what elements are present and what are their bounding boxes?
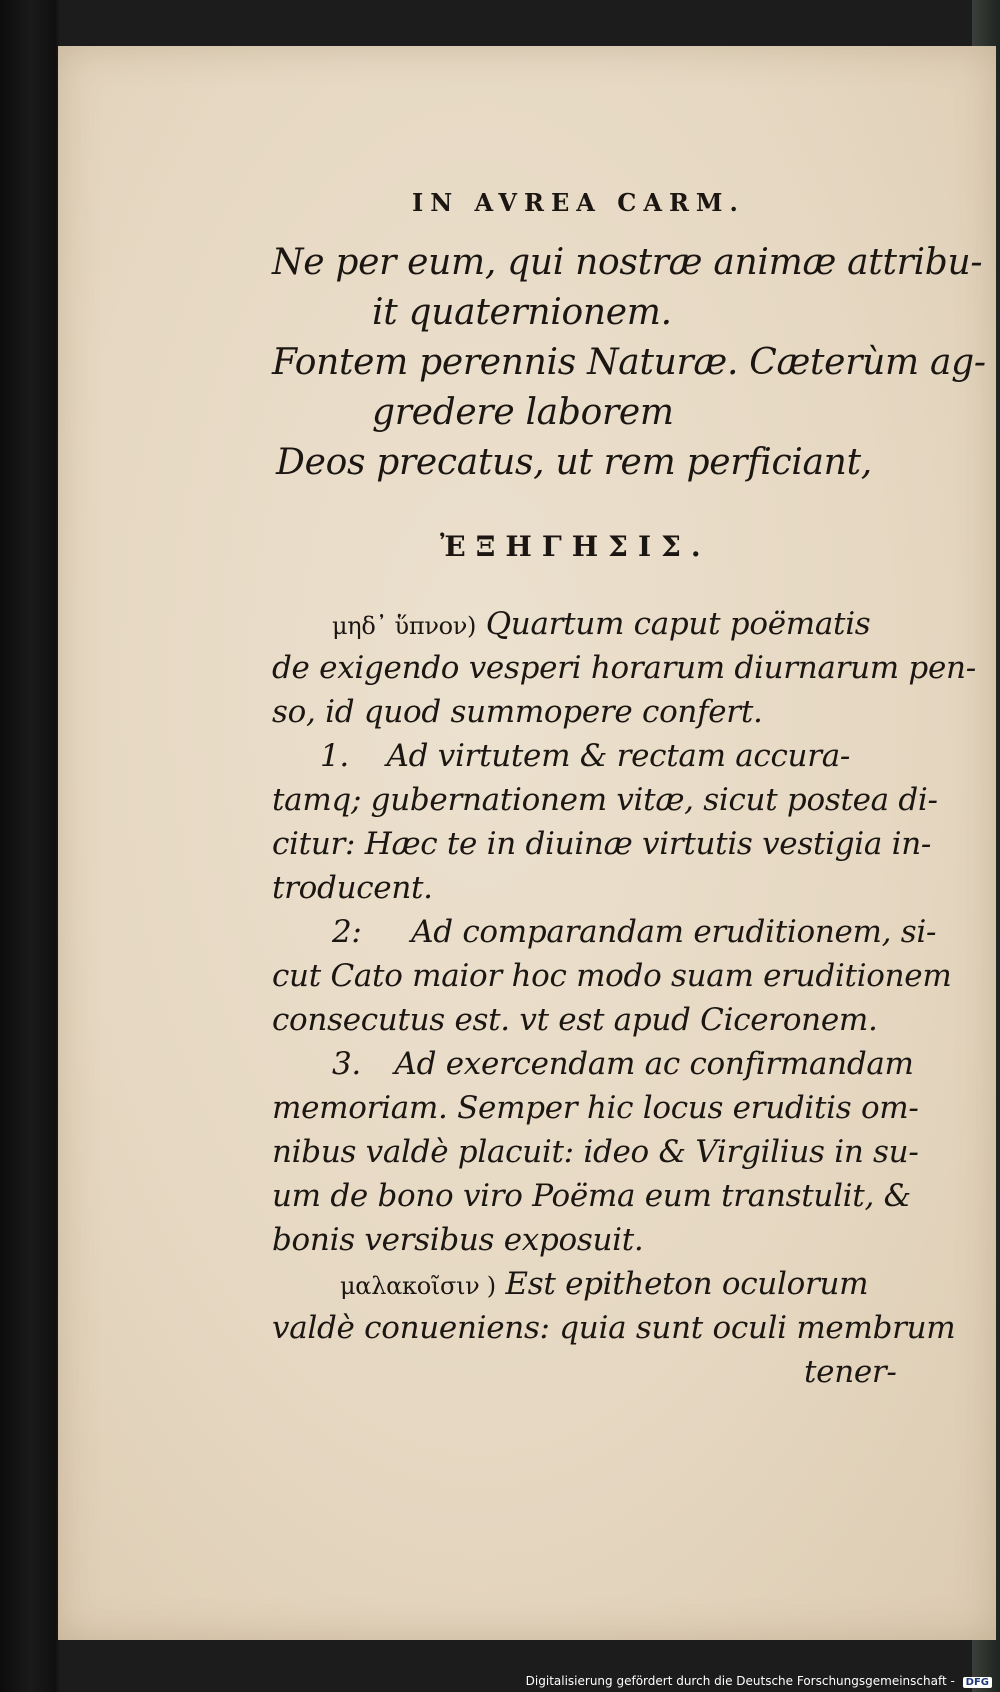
item-number: 1. — [320, 738, 349, 774]
verse-line-5: Deos precatus, ut rem perficiant, — [276, 442, 872, 483]
commentary-line-4 — [320, 738, 850, 774]
commentary-text: Ad exercendam ac confirmandam — [394, 1046, 914, 1082]
verse-line-4: gredere laborem — [372, 392, 674, 433]
commentary-line-17: valdè conueniens: quia sunt oculi membrum — [272, 1310, 956, 1346]
commentary-text: Ad virtutem & rectam accura- — [386, 738, 851, 774]
running-header: IN AVREA CARM. — [412, 188, 745, 217]
digitization-credit — [526, 1674, 992, 1688]
dfg-logo: DFG — [963, 1677, 992, 1688]
verse-line-2: it quaternionem. — [372, 292, 672, 333]
credit-text: Digitalisierung gefördert durch die Deutsche Forschungsgemeinschaft - — [525, 1674, 955, 1688]
commentary-line-9: cut Cato maior hoc modo suam eruditionem — [272, 958, 952, 994]
commentary-line-13: nibus valdè placuit: ideo & Virgilius in su- — [272, 1134, 919, 1170]
commentary-line-10: consecutus est. vt est apud Ciceronem. — [272, 1002, 878, 1038]
commentary-line-14: um de bono viro Poëma eum transtulit, & — [272, 1178, 911, 1214]
item-number: 3. — [332, 1046, 361, 1082]
commentary-line-5: tamq; gubernationem vitæ, sicut postea di- — [272, 782, 938, 818]
commentary-text: Est epitheton oculorum — [505, 1266, 869, 1302]
greek-lemma: μαλακοῖσιν ) — [340, 1272, 496, 1300]
commentary-text: Quartum caput poëmatis — [485, 606, 871, 642]
book-page — [58, 46, 996, 1640]
commentary-line-16 — [340, 1266, 868, 1302]
commentary-line-11 — [332, 1046, 914, 1082]
greek-lemma: μηδ᾽ ὕπνον) — [332, 612, 477, 640]
commentary-line-1 — [332, 606, 870, 642]
item-number: 2: — [332, 914, 362, 950]
commentary-line-6: citur: Hæc te in diuinæ virtutis vestigia in- — [272, 826, 932, 862]
verse-line-1: Ne per eum, qui nostræ animæ attribu- — [272, 242, 983, 283]
commentary-line-12: memoriam. Semper hic locus eruditis om- — [272, 1090, 919, 1126]
commentary-line-3: so, id quod summopere confert. — [272, 694, 763, 730]
commentary-line-8 — [332, 914, 936, 950]
verse-line-3: Fontem perennis Naturæ. Cæterùm ag- — [272, 342, 986, 383]
catchword: tener- — [804, 1354, 897, 1390]
commentary-line-15: bonis versibus exposuit. — [272, 1222, 644, 1258]
commentary-line-7: troducent. — [272, 870, 433, 906]
commentary-line-2: de exigendo vesperi horarum diurnarum pen- — [272, 650, 976, 686]
section-heading: ἘΞΗΓΗΣΙΣ. — [440, 530, 711, 563]
commentary-text: Ad comparandam eruditionem, si- — [411, 914, 937, 950]
